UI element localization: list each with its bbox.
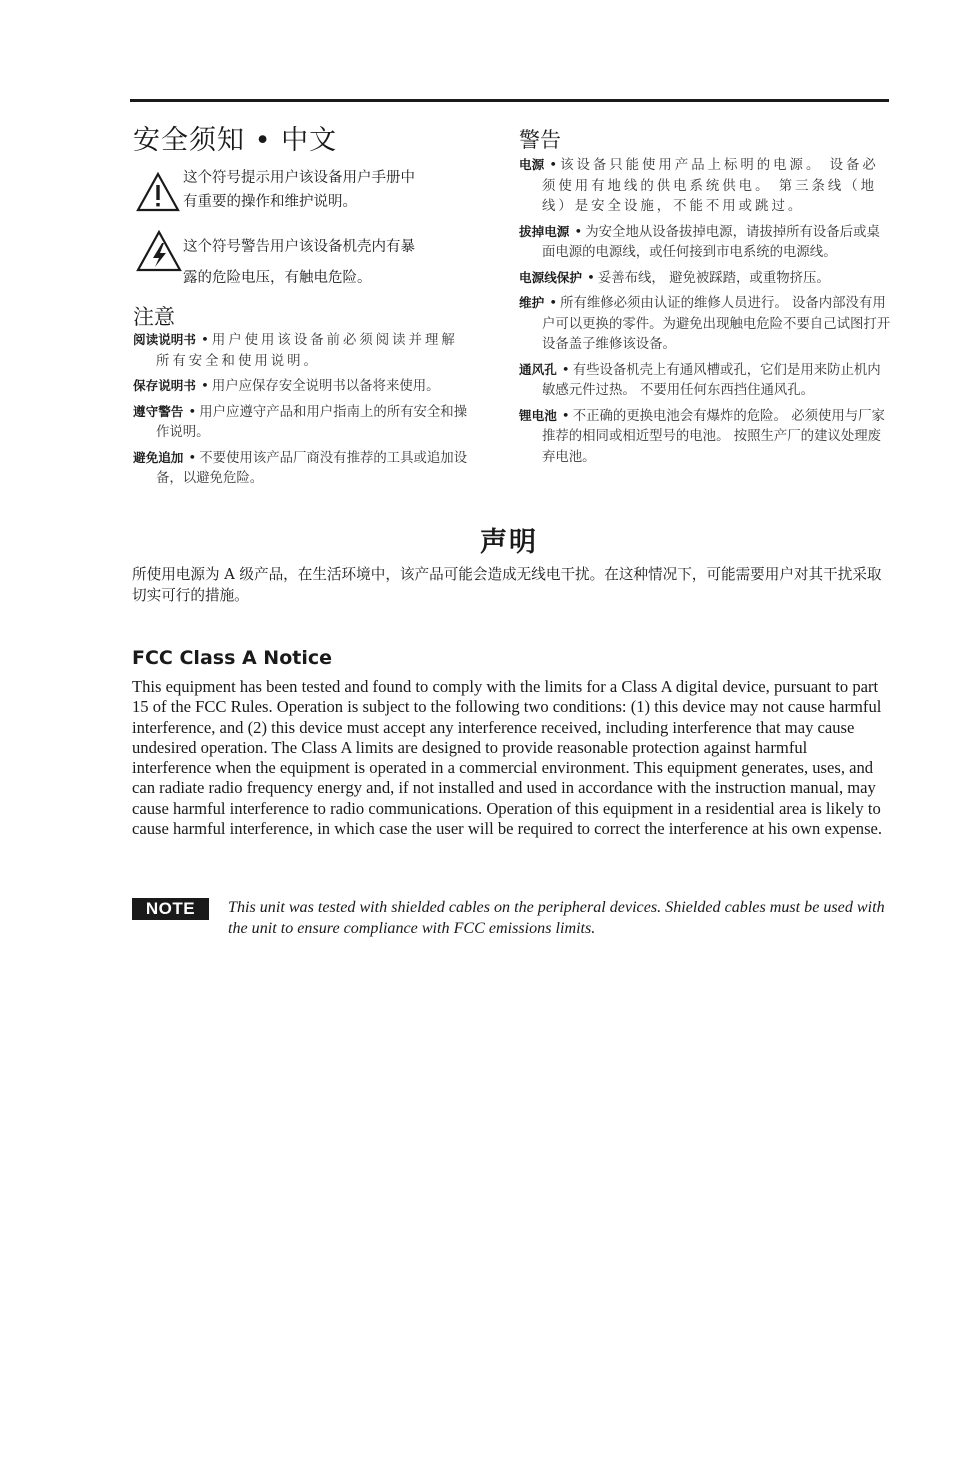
warning-item-desc: 不正确的更换电池会有爆炸的危险。 必须使用与厂家推荐的相同或相近型号的电池。 按照生产厂的建议处理废弃电池。	[542, 408, 885, 465]
warning-item-desc: 该设备只能使用产品上标明的电源。 设备必须使用有地线的供电系统供电。 第三条线（地线）是安全设施，不能不用或跳过。	[542, 158, 879, 214]
warning-item: 电源线保护 • 妥善布线， 避免被踩踏，或重物挤压。	[519, 269, 830, 286]
warning-item-term: 维护	[519, 295, 545, 310]
caution-heading: 注意	[133, 305, 175, 329]
caution-item-desc: 用户使用该设备前必须阅读并理解所有安全和使用说明。	[156, 333, 458, 369]
warning-triangle-exclamation-icon	[136, 172, 180, 220]
warning-item-term: 拔掉电源	[519, 223, 570, 239]
symbol-row-lightning	[133, 232, 473, 296]
warning-item: 拔掉电源 • 为安全地从设备拔掉电源，请拔掉所有设备后或桌面电源的电源线，或任何接到市电系统的电源线。	[519, 223, 880, 260]
top-rule	[130, 99, 889, 102]
fcc-notice-title: FCC Class A Notice	[132, 647, 333, 669]
caution-item: 避免追加 • 不要使用该产品厂商没有推荐的工具或追加设备，以避免危险。	[133, 449, 468, 486]
caution-item-desc: 用户应遵守产品和用户指南上的所有安全和操作说明。	[156, 404, 468, 440]
fcc-notice-body: This equipment has been tested and found to comply with the limits for a Class A digital device, pursuant to part 15 of the FCC Rules. Operation is subject to the following two conditions: (1) this device may not cause harmful interference, and (2) this device must accept any interference received, including interference that may cause undesired operation. The Class A limits are designed to provide reasonable protection against harmful interference when the equipment is operated in a commercial environment. This equipment generates, uses, and can radiate radio frequency energy and, if not installed and used in accordance with the instruction manual, may cause harmful interference to radio communications. Operation of this equipment in a residential area is likely to cause harmful interference, in which case the user will be required to correct the interference at his own expense.	[132, 677, 883, 839]
warning-list	[519, 155, 891, 468]
warning-item-term: 锂电池	[519, 407, 557, 423]
declaration-text: 所使用电源为 A 级产品，在生活环境中，该产品可能会造成无线电干扰。在这种情况下，可能需要用户对其干扰采取切实可行的措施。	[132, 566, 882, 604]
warning-item-term: 电源	[519, 157, 545, 172]
warning-item-desc: 所有维修必须由认证的维修人员进行。 设备内部没有用户可以更换的零件。为避免出现触电危险不要自己试图打开设备盖子维修该设备。	[542, 296, 891, 352]
declaration-title: 声明	[480, 527, 538, 558]
warning-triangle-lightning-icon	[136, 230, 182, 280]
warning-item-desc: 妥善布线， 避免被踩踏，或重物挤压。	[597, 270, 830, 286]
note-text: This unit was tested with shielded cables on the peripheral devices. Shielded cables must be used with the unit to ensure compliance with FCC emissions limits.	[228, 899, 885, 937]
symbol-2-text-line-1: 这个符号警告用户该设备机壳内有暴	[183, 239, 415, 255]
caution-item-term: 避免追加	[133, 449, 184, 465]
caution-item: 遵守警告 • 用户应遵守产品和用户指南上的所有安全和操作说明。	[133, 403, 468, 440]
caution-item-desc: 不要使用该产品厂商没有推荐的工具或追加设备，以避免危险。	[156, 450, 468, 486]
warning-item-desc: 有些设备机壳上有通风槽或孔，它们是用来防止机内敏感元件过热。 不要用任何东西挡住通风孔。	[542, 362, 881, 398]
warning-item-desc: 为安全地从设备拔掉电源，请拔掉所有设备后或桌面电源的电源线，或任何接到市电系统的电源线。	[542, 224, 880, 260]
caution-item-term: 阅读说明书	[133, 332, 196, 347]
note-badge: NOTE	[132, 898, 209, 920]
symbol-row-exclamation	[133, 166, 473, 218]
warning-item: 维护 • 所有维修必须由认证的维修人员进行。 设备内部没有用户可以更换的零件。为避免出现触电危险不要自己试图打开设备盖子维修该设备。	[519, 295, 891, 352]
warning-heading: 警告	[519, 128, 561, 152]
warning-item: 通风孔 • 有些设备机壳上有通风槽或孔，它们是用来防止机内敏感元件过热。 不要用任何东西挡住通风孔。	[519, 361, 881, 398]
symbol-1-text-line-1: 这个符号提示用户该设备用户手册中	[183, 170, 415, 186]
warning-column	[519, 127, 891, 472]
warning-item-term: 通风孔	[519, 361, 557, 377]
safety-heading: 安全须知 • 中文	[133, 125, 338, 156]
caution-item: 保存说明书 • 用户应保存安全说明书以备将来使用。	[133, 378, 440, 394]
warning-item: 电源 • 该设备只能使用产品上标明的电源。 设备必须使用有地线的供电系统供电。 第三条线（地线）是安全设施，不能不用或跳过。	[519, 157, 879, 214]
caution-item-desc: 用户应保存安全说明书以备将来使用。	[211, 379, 440, 394]
safety-instructions-column	[133, 124, 473, 494]
warning-item: 锂电池 • 不正确的更换电池会有爆炸的危险。 必须使用与厂家推荐的相同或相近型号的电池。 按照生产厂的建议处理废弃电池。	[519, 407, 885, 465]
caution-item-term: 遵守警告	[133, 403, 184, 419]
warning-item-term: 电源线保护	[519, 269, 582, 285]
symbol-1-text-line-2: 有重要的操作和维护说明。	[183, 194, 357, 210]
symbol-2-text-line-2: 露的危险电压，有触电危险。	[183, 270, 372, 286]
caution-list	[133, 330, 473, 490]
caution-item: 阅读说明书 • 用户使用该设备前必须阅读并理解所有安全和使用说明。	[133, 332, 458, 369]
caution-item-term: 保存说明书	[133, 378, 196, 393]
